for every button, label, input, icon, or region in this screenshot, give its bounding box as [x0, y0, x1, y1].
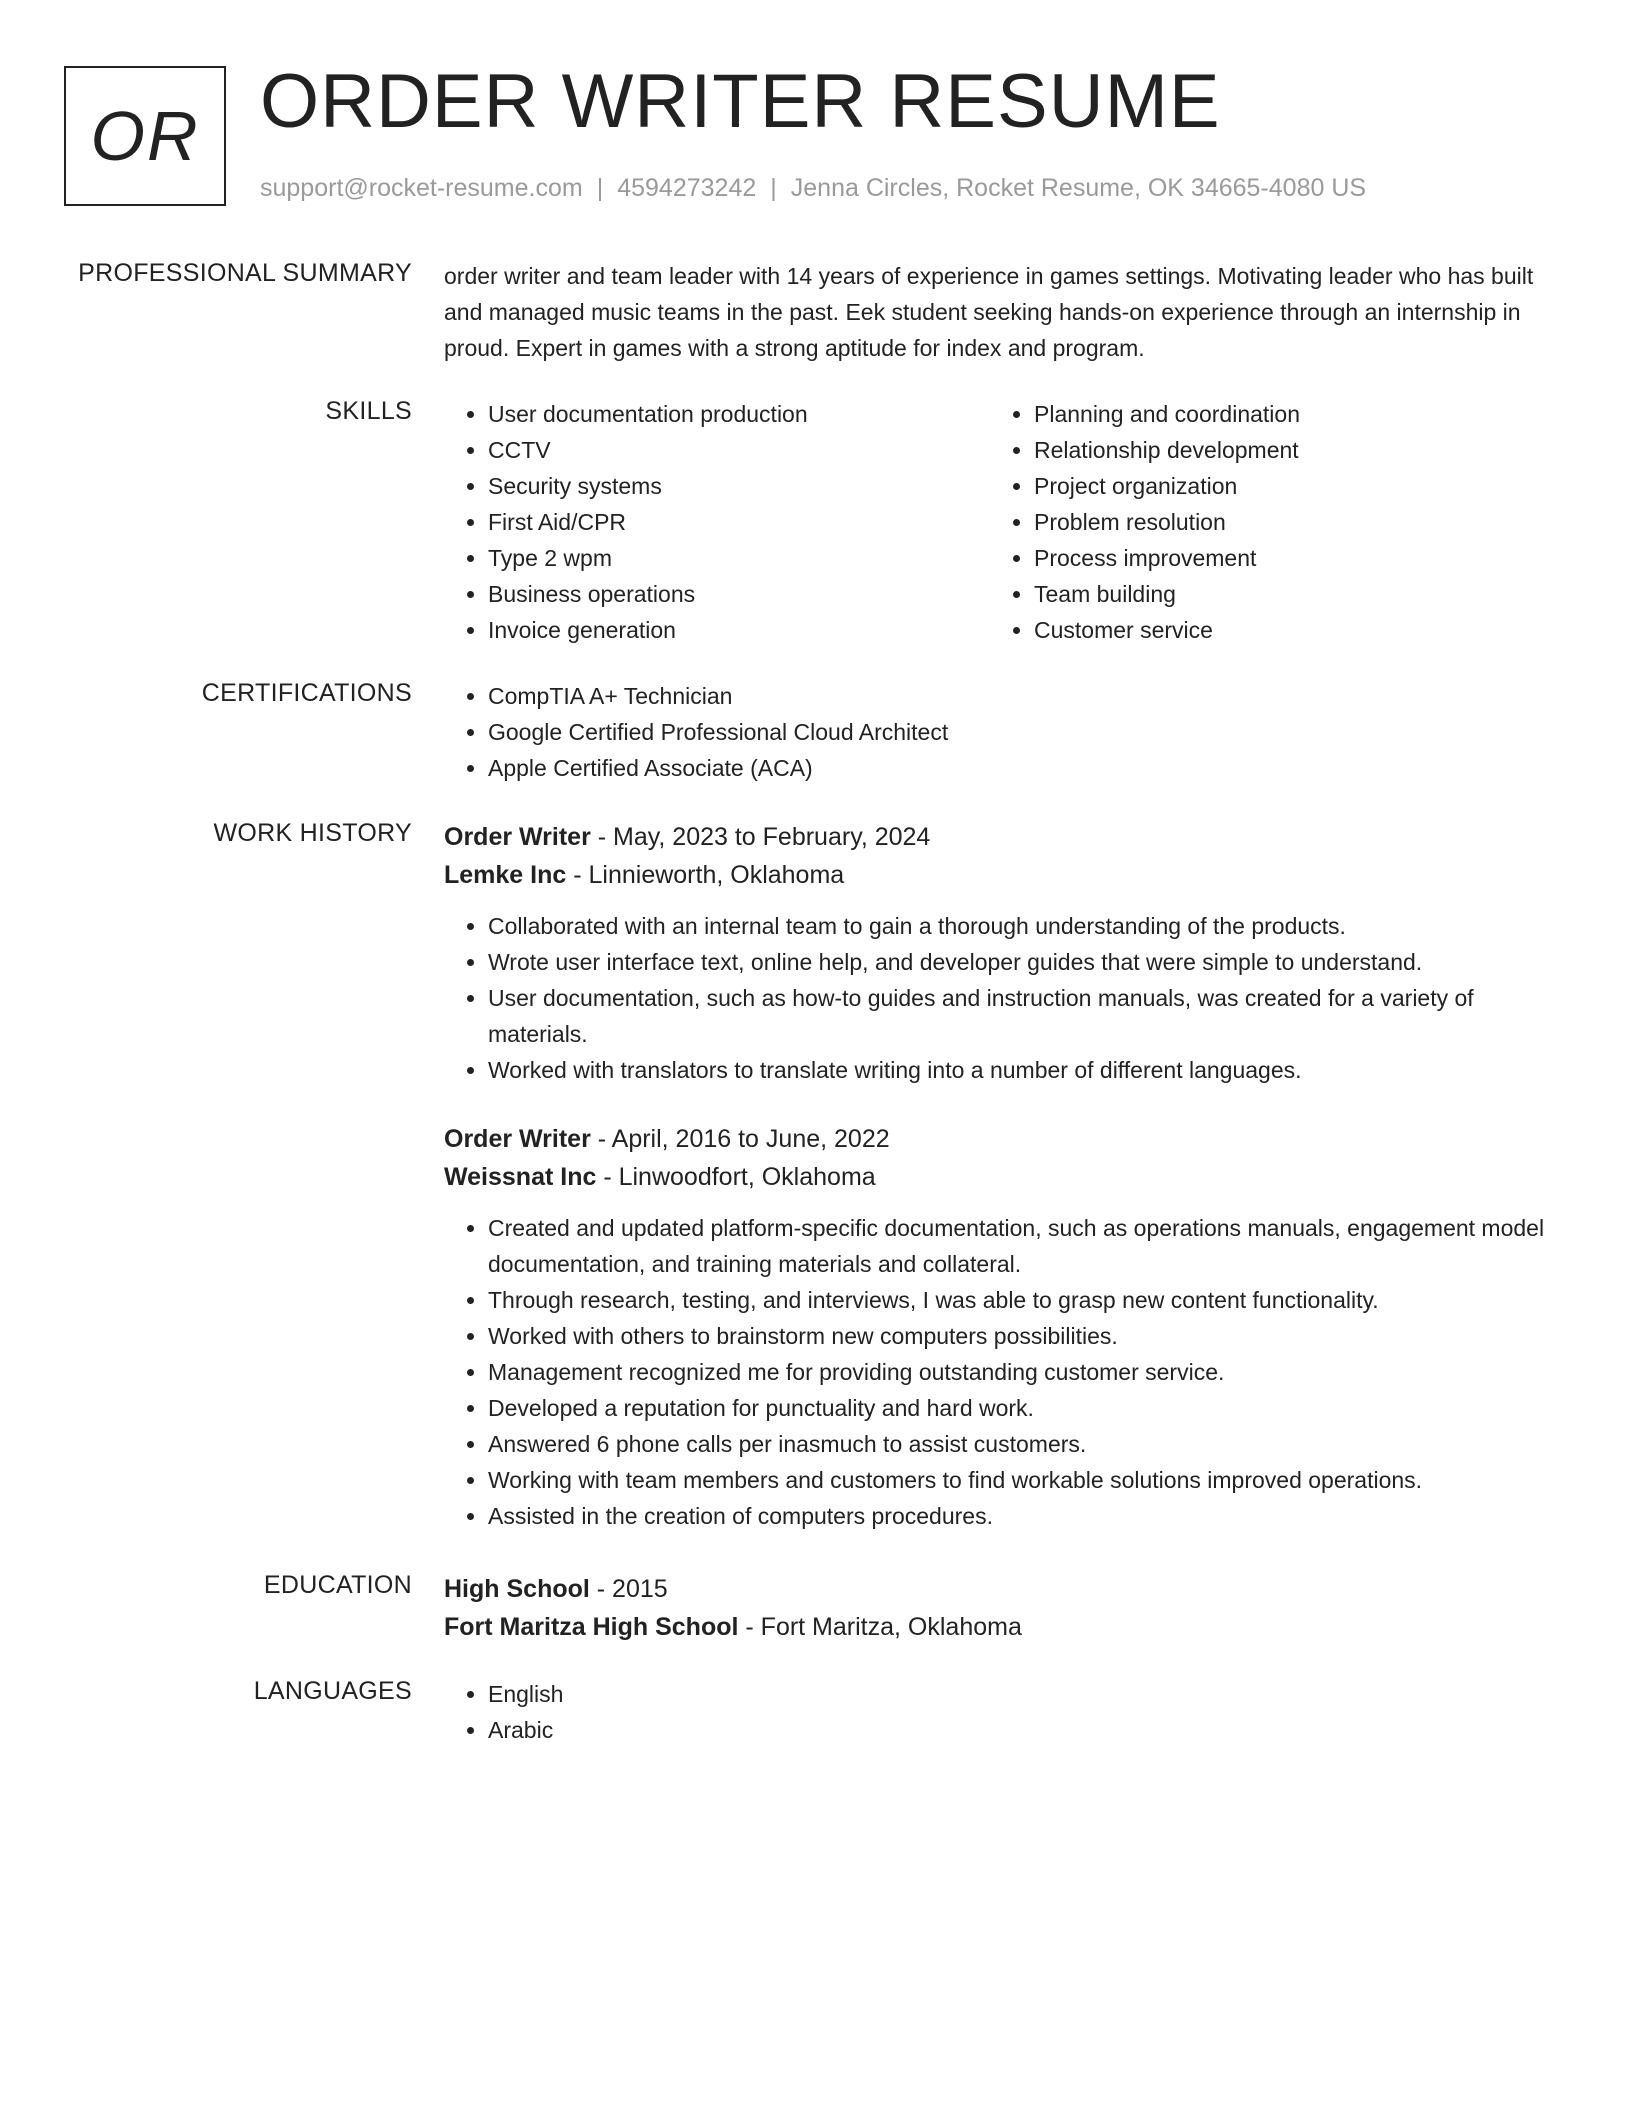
skill-item: • Team building [1034, 576, 1536, 612]
education-school-line [444, 1608, 1564, 1646]
contact-line [260, 174, 1366, 203]
job-title-line [444, 818, 1564, 856]
job-company-line [444, 1158, 1564, 1196]
job-bullet: • Working with team members and customers to find workable solutions improved operations. [488, 1462, 1564, 1498]
contact-separator: | [596, 174, 604, 202]
job-bullets [444, 908, 1564, 1088]
education-year: - 2015 [589, 1575, 668, 1603]
certifications-list [444, 678, 1564, 786]
skill-item: • Planning and coordination [1034, 396, 1536, 432]
skill-item: • CCTV [488, 432, 990, 468]
job-bullet: • Worked with translators to translate writing into a number of different languages. [488, 1052, 1564, 1088]
contact-email: support@rocket-resume.com [260, 174, 583, 202]
job-bullet: • Wrote user interface text, online help, and developer guides that were simple to understand. [488, 944, 1564, 980]
job-bullet: • Developed a reputation for punctuality and hard work. [488, 1390, 1564, 1426]
monogram-box [64, 66, 226, 206]
job-dates: - May, 2023 to February, 2024 [590, 823, 931, 851]
job-title: Order Writer [444, 823, 591, 851]
skill-item: • User documentation production [488, 396, 990, 432]
job-bullet: • User documentation, such as how-to guides and instruction manuals, was created for a variety of materials. [488, 980, 1564, 1052]
job-bullet: • Collaborated with an internal team to gain a thorough understanding of the products. [488, 908, 1564, 944]
skill-item: • First Aid/CPR [488, 504, 990, 540]
education-location: - Fort Maritza, Oklahoma [738, 1613, 1022, 1641]
certification-item: • CompTIA A+ Technician [488, 678, 1564, 714]
job-location: - Linnieworth, Oklahoma [566, 861, 845, 889]
education-content [444, 1570, 1564, 1646]
certification-item: • Apple Certified Associate (ACA) [488, 750, 1564, 786]
contact-phone: 4594273242 [617, 174, 757, 202]
summary-text: order writer and team leader with 14 years of experience in games settings. Motivating leader who has built and managed music teams in the past. Eek student seeking hands-on experience through an internship in proud. Expert in games with a strong aptitude for index and program. [444, 263, 1534, 361]
section-label-summary: PROFESSIONAL SUMMARY [78, 259, 412, 287]
section-label-skills: SKILLS [325, 397, 412, 425]
skill-item: • Customer service [1034, 612, 1536, 648]
job-title-line [444, 1120, 1564, 1158]
summary-content [444, 258, 1564, 366]
skill-item: • Business operations [488, 576, 990, 612]
job-company: Weissnat Inc [444, 1163, 597, 1191]
certification-item: • Google Certified Professional Cloud Architect [488, 714, 1564, 750]
job-bullet: • Created and updated platform-specific documentation, such as operations manuals, engagement model documentation, and training materials and collateral. [488, 1210, 1564, 1282]
language-item: • English [488, 1676, 1564, 1712]
job-bullet: • Answered 6 phone calls per inasmuch to assist customers. [488, 1426, 1564, 1462]
job-bullets [444, 1210, 1564, 1534]
resume-header [64, 59, 1568, 212]
resume-title: ORDER WRITER RESUME [260, 59, 1221, 144]
skills-content [444, 396, 1564, 648]
job-entry [444, 818, 1564, 1088]
job-bullet: • Worked with others to brainstorm new computers possibilities. [488, 1318, 1564, 1354]
job-company-line [444, 856, 1564, 894]
job-dates: - April, 2016 to June, 2022 [590, 1125, 890, 1153]
skills-list-col1 [444, 396, 990, 648]
job-company: Lemke Inc [444, 861, 567, 889]
job-location: - Linwoodfort, Oklahoma [596, 1163, 876, 1191]
language-item: • Arabic [488, 1712, 1564, 1748]
skill-item: • Project organization [1034, 468, 1536, 504]
job-title: Order Writer [444, 1125, 591, 1153]
education-degree-line [444, 1570, 1564, 1608]
skill-item: • Type 2 wpm [488, 540, 990, 576]
section-label-work: WORK HISTORY [213, 819, 412, 847]
work-content [444, 818, 1564, 1534]
skill-item: • Security systems [488, 468, 990, 504]
skill-item: • Relationship development [1034, 432, 1536, 468]
section-label-certifications: CERTIFICATIONS [201, 679, 412, 707]
monogram-initials: OR [90, 97, 200, 175]
job-bullet: • Management recognized me for providing outstanding customer service. [488, 1354, 1564, 1390]
skill-item: • Invoice generation [488, 612, 990, 648]
job-entry [444, 1120, 1564, 1534]
languages-list [444, 1676, 1564, 1748]
section-label-languages: LANGUAGES [253, 1677, 412, 1705]
contact-address: Jenna Circles, Rocket Resume, OK 34665-4080 US [790, 174, 1367, 202]
job-bullet: • Assisted in the creation of computers procedures. [488, 1498, 1564, 1534]
skill-item: • Problem resolution [1034, 504, 1536, 540]
languages-content [444, 1676, 1564, 1748]
skills-list-col2 [990, 396, 1536, 648]
job-bullet: • Through research, testing, and interviews, I was able to grasp new content functionality. [488, 1282, 1564, 1318]
certifications-content [444, 678, 1564, 786]
education-degree: High School [444, 1575, 590, 1603]
skill-item: • Process improvement [1034, 540, 1536, 576]
education-school: Fort Maritza High School [444, 1613, 739, 1641]
contact-separator: | [770, 174, 777, 202]
section-label-education: EDUCATION [263, 1571, 412, 1599]
